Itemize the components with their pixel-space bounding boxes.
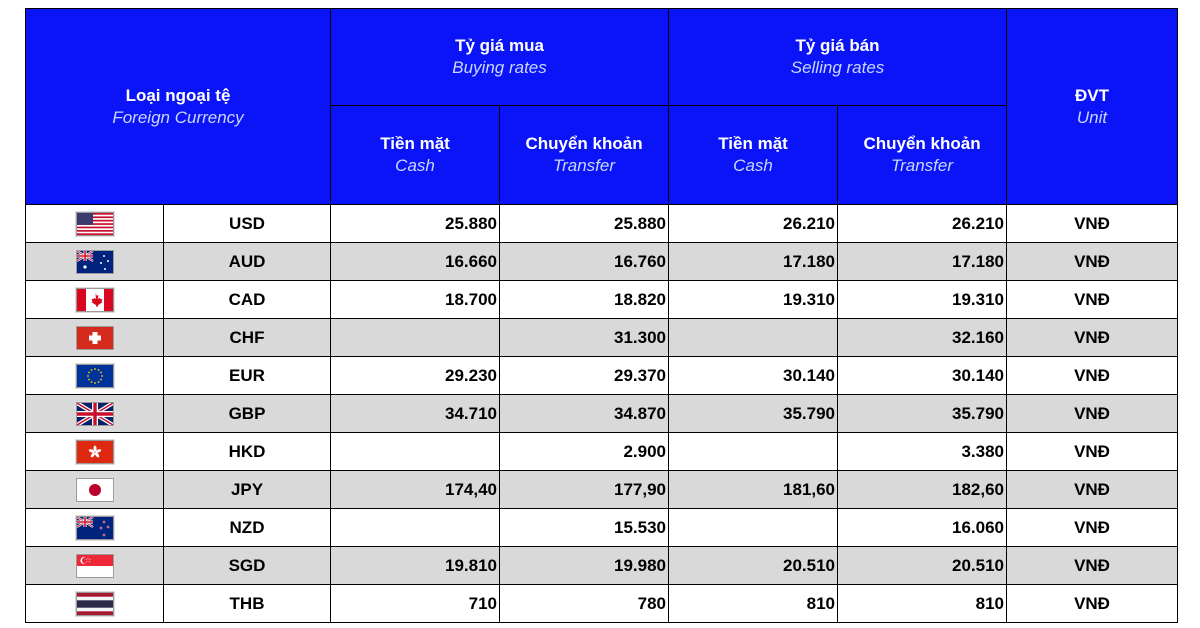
currency-code: EUR bbox=[164, 357, 331, 395]
sell-cash-value bbox=[669, 509, 838, 547]
rate-row-cad bbox=[26, 281, 1178, 319]
japan-flag-icon bbox=[76, 479, 114, 498]
sell-transfer-value: 810 bbox=[838, 585, 1007, 623]
flag-cell bbox=[26, 281, 164, 319]
currency-code: SGD bbox=[164, 547, 331, 585]
sell-cash-value: 181,60 bbox=[669, 471, 838, 509]
sell-cash-value bbox=[669, 319, 838, 357]
currency-code: NZD bbox=[164, 509, 331, 547]
sell-cash-value: 30.140 bbox=[669, 357, 838, 395]
sell-cash-header-vi: Tiền mặt bbox=[718, 134, 788, 153]
buy-cash-value: 710 bbox=[331, 585, 500, 623]
unit-value: VNĐ bbox=[1007, 471, 1178, 509]
flag-cell bbox=[26, 319, 164, 357]
unit-value: VNĐ bbox=[1007, 585, 1178, 623]
buy-transfer-header-en: Transfer bbox=[552, 156, 616, 175]
buy-cash-value: 29.230 bbox=[331, 357, 500, 395]
rate-row-jpy bbox=[26, 471, 1178, 509]
sell-transfer-value: 35.790 bbox=[838, 395, 1007, 433]
buy-cash-value: 25.880 bbox=[331, 205, 500, 243]
rate-row-aud bbox=[26, 243, 1178, 281]
table-header bbox=[26, 9, 1178, 205]
rate-row-hkd bbox=[26, 433, 1178, 471]
buy-transfer-value: 16.760 bbox=[500, 243, 669, 281]
selling-rates-header-vi: Tỷ giá bán bbox=[795, 36, 880, 55]
switzerland-flag-icon bbox=[76, 327, 114, 346]
unit-value: VNĐ bbox=[1007, 281, 1178, 319]
sell-transfer-value: 20.510 bbox=[838, 547, 1007, 585]
selling-rates-header-en: Selling rates bbox=[790, 58, 885, 77]
buy-transfer-value: 18.820 bbox=[500, 281, 669, 319]
buy-cash-header-vi: Tiền mặt bbox=[380, 134, 450, 153]
foreign-currency-header-vi: Loại ngoại tệ bbox=[125, 85, 231, 105]
buy-transfer-value: 2.900 bbox=[500, 433, 669, 471]
unit-value: VNĐ bbox=[1007, 547, 1178, 585]
sell-cash-value: 35.790 bbox=[669, 395, 838, 433]
sell-transfer-value: 19.310 bbox=[838, 281, 1007, 319]
new-zealand-flag-icon bbox=[76, 517, 114, 536]
buy-cash-value: 18.700 bbox=[331, 281, 500, 319]
sell-cash-value: 17.180 bbox=[669, 243, 838, 281]
buying-rates-header-en: Buying rates bbox=[452, 58, 547, 77]
sell-transfer-value: 30.140 bbox=[838, 357, 1007, 395]
canada-flag-icon bbox=[76, 289, 114, 308]
unit-value: VNĐ bbox=[1007, 433, 1178, 471]
foreign-currency-header-en: Foreign Currency bbox=[112, 107, 244, 127]
flag-cell bbox=[26, 471, 164, 509]
buy-transfer-header bbox=[500, 106, 669, 205]
sell-cash-header-en: Cash bbox=[733, 156, 773, 175]
buy-cash-value: 19.810 bbox=[331, 547, 500, 585]
buy-transfer-value: 34.870 bbox=[500, 395, 669, 433]
buy-transfer-value: 780 bbox=[500, 585, 669, 623]
buy-cash-value bbox=[331, 509, 500, 547]
rate-row-gbp bbox=[26, 395, 1178, 433]
sell-transfer-value: 182,60 bbox=[838, 471, 1007, 509]
selling-rates-header bbox=[669, 9, 1007, 106]
buy-cash-value bbox=[331, 433, 500, 471]
unit-value: VNĐ bbox=[1007, 357, 1178, 395]
flag-cell bbox=[26, 547, 164, 585]
buy-cash-value: 16.660 bbox=[331, 243, 500, 281]
rate-row-sgd bbox=[26, 547, 1178, 585]
currency-code: THB bbox=[164, 585, 331, 623]
sell-cash-value: 810 bbox=[669, 585, 838, 623]
singapore-flag-icon bbox=[76, 555, 114, 574]
buy-transfer-value: 15.530 bbox=[500, 509, 669, 547]
rate-row-chf bbox=[26, 319, 1178, 357]
buy-transfer-value: 31.300 bbox=[500, 319, 669, 357]
buy-cash-value: 174,40 bbox=[331, 471, 500, 509]
currency-code: HKD bbox=[164, 433, 331, 471]
buy-cash-value: 34.710 bbox=[331, 395, 500, 433]
currency-code: AUD bbox=[164, 243, 331, 281]
usa-flag-icon bbox=[76, 213, 114, 232]
flag-cell bbox=[26, 509, 164, 547]
exchange-rate-table bbox=[25, 8, 1178, 623]
currency-code: CHF bbox=[164, 319, 331, 357]
uk-flag-icon bbox=[76, 403, 114, 422]
flag-cell bbox=[26, 357, 164, 395]
buy-transfer-header-vi: Chuyển khoản bbox=[525, 134, 643, 153]
currency-code: USD bbox=[164, 205, 331, 243]
currency-code: JPY bbox=[164, 471, 331, 509]
flag-cell bbox=[26, 433, 164, 471]
buy-transfer-value: 29.370 bbox=[500, 357, 669, 395]
sell-cash-value bbox=[669, 433, 838, 471]
currency-code: CAD bbox=[164, 281, 331, 319]
flag-cell bbox=[26, 205, 164, 243]
unit-value: VNĐ bbox=[1007, 205, 1178, 243]
flag-cell bbox=[26, 395, 164, 433]
sell-transfer-value: 16.060 bbox=[838, 509, 1007, 547]
buy-cash-header-en: Cash bbox=[395, 156, 435, 175]
sell-transfer-value: 17.180 bbox=[838, 243, 1007, 281]
buying-rates-header-vi: Tỷ giá mua bbox=[455, 36, 544, 55]
unit-header-en: Unit bbox=[1076, 107, 1108, 127]
thailand-flag-icon bbox=[76, 593, 114, 612]
sell-cash-header bbox=[669, 106, 838, 205]
unit-value: VNĐ bbox=[1007, 395, 1178, 433]
eu-flag-icon bbox=[76, 365, 114, 384]
unit-header-vi: ĐVT bbox=[1075, 85, 1110, 105]
rate-row-usd bbox=[26, 205, 1178, 243]
unit-value: VNĐ bbox=[1007, 509, 1178, 547]
buy-cash-value bbox=[331, 319, 500, 357]
rate-rows bbox=[26, 205, 1178, 623]
australia-flag-icon bbox=[76, 251, 114, 270]
sell-transfer-header bbox=[838, 106, 1007, 205]
flag-cell bbox=[26, 243, 164, 281]
sell-transfer-header-vi: Chuyển khoản bbox=[863, 134, 981, 153]
unit-value: VNĐ bbox=[1007, 243, 1178, 281]
sell-cash-value: 19.310 bbox=[669, 281, 838, 319]
sell-transfer-value: 3.380 bbox=[838, 433, 1007, 471]
sell-transfer-value: 32.160 bbox=[838, 319, 1007, 357]
foreign-currency-header bbox=[26, 9, 331, 205]
buying-rates-header bbox=[331, 9, 669, 106]
unit-value: VNĐ bbox=[1007, 319, 1178, 357]
flag-cell bbox=[26, 585, 164, 623]
buy-transfer-value: 177,90 bbox=[500, 471, 669, 509]
rate-row-eur bbox=[26, 357, 1178, 395]
sell-transfer-value: 26.210 bbox=[838, 205, 1007, 243]
sell-cash-value: 26.210 bbox=[669, 205, 838, 243]
currency-code: GBP bbox=[164, 395, 331, 433]
rate-row-nzd bbox=[26, 509, 1178, 547]
sell-transfer-header-en: Transfer bbox=[890, 156, 954, 175]
sell-cash-value: 20.510 bbox=[669, 547, 838, 585]
buy-transfer-value: 25.880 bbox=[500, 205, 669, 243]
buy-transfer-value: 19.980 bbox=[500, 547, 669, 585]
buy-cash-header bbox=[331, 106, 500, 205]
rate-row-thb bbox=[26, 585, 1178, 623]
unit-header bbox=[1007, 9, 1178, 205]
hong-kong-flag-icon bbox=[76, 441, 114, 460]
